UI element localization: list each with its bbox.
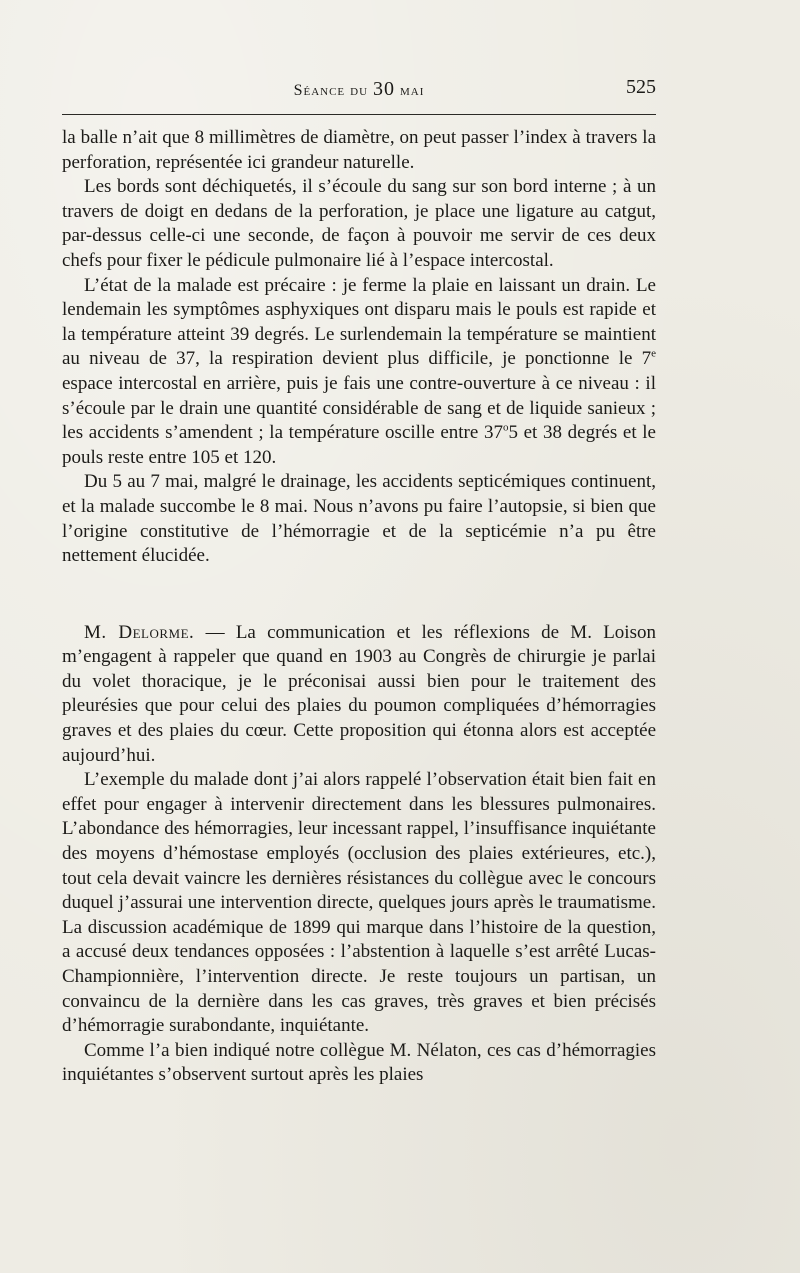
paragraph-3 bbox=[62, 274, 656, 471]
header-rule bbox=[62, 114, 656, 115]
paragraph-1: la balle n’ait que 8 millimètres de diamètre, on peut passer l’index à travers la perforation, représentée ici grandeur naturelle. bbox=[62, 127, 656, 173]
paragraph-3-part-c: 5 et 38 degrés et le pouls reste entre 105 et 120. bbox=[62, 422, 656, 468]
paragraph-4: Du 5 au 7 mai, malgré le drainage, les accidents septicémiques continuent, et la malade succombe le 8 mai. Nous n’avons pu faire l’autopsie, si bien que l’origine constitutive de l’hémorragie et de la septicémie n’a pu être nettement élucidée. bbox=[62, 471, 656, 567]
section-gap bbox=[62, 569, 656, 621]
running-title-end: mai bbox=[395, 82, 425, 99]
body-text bbox=[62, 126, 656, 1088]
paragraph-3-part-b: espace intercostal en arrière, puis je fais une contre-ouverture à ce niveau : il s’écoule par le drain une quantité considérable de sang et de liquide sanieux ; les accidents s’amendent ; la température oscille entre 37 bbox=[62, 372, 656, 444]
page-number: 525 bbox=[626, 76, 656, 98]
paragraph-7: Comme l’a bien indiqué notre collègue M. Nélaton, ces cas d’hémorragies inquiétantes s’observent surtout après les plaies bbox=[62, 1039, 656, 1086]
paragraph-2: Les bords sont déchiquetés, il s’écoule du sang sur son bord interne ; à un travers de doigt en dedans de la perforation, je place une ligature au catgut, par-dessus celle-ci une seconde, de façon à pouvoir me servir de ces deux chefs pour fixer le pédicule pulmonaire lié à l’espace intercostal. bbox=[62, 176, 656, 271]
running-title-start: Séance du bbox=[293, 82, 374, 99]
running-title bbox=[62, 78, 656, 101]
speaker-name: M. Delorme. bbox=[84, 621, 195, 643]
superscript-degree: o bbox=[502, 421, 509, 434]
paragraph-5-text: — La communication et les réflexions de M. Loison m’engagent à rappeler que quand en 1903 au Congrès de chirurgie je parlai du volet thoracique, je le préconisai aussi bien pour le traitement des pleurésies que pour celui des plaies du poumon compliquées d’hémorragies graves et des plaies du cœur. Cette proposition qui étonna alors est acceptée aujourd’hui. bbox=[62, 621, 656, 766]
superscript-e: e bbox=[651, 348, 656, 361]
running-head bbox=[62, 76, 656, 102]
running-title-day: 30 bbox=[373, 78, 396, 100]
paragraph-5 bbox=[62, 621, 656, 769]
paragraph-6: L’exemple du malade dont j’ai alors rappelé l’observation était bien fait en effet pour engager à intervenir directement dans les blessures pulmonaires. L’abondance des hémorragies, leur incessant rappel, l’insuffisance inquiétante des moyens d’hémostase employés (occlusion des plaies extérieures, etc.), tout cela devait vaincre les dernières résistances du collègue avec le concours duquel j’assurai une intervention directe, quelques jours après le traumatisme. La discussion académique de 1899 qui marque dans l’histoire de la question, a accusé deux tendances opposées : l’abstention à laquelle s’est arrêté Lucas-Championnière, l’intervention directe. Je reste toujours un partisan, un convaincu de la dernière dans les cas graves, très graves et bien précisés d’hémorragie surabondante, inquiétante. bbox=[62, 769, 656, 1037]
paragraph-3-part-a: L’état de la malade est précaire : je ferme la plaie en laissant un drain. Le lendemain les symptômes asphyxiques ont disparu mais le pouls est rapide et la température atteint 39 degrés. Le surlendemain la température se maintient au niveau de 37, la respiration devient plus difficile, je ponctionne le 7 bbox=[62, 274, 656, 370]
